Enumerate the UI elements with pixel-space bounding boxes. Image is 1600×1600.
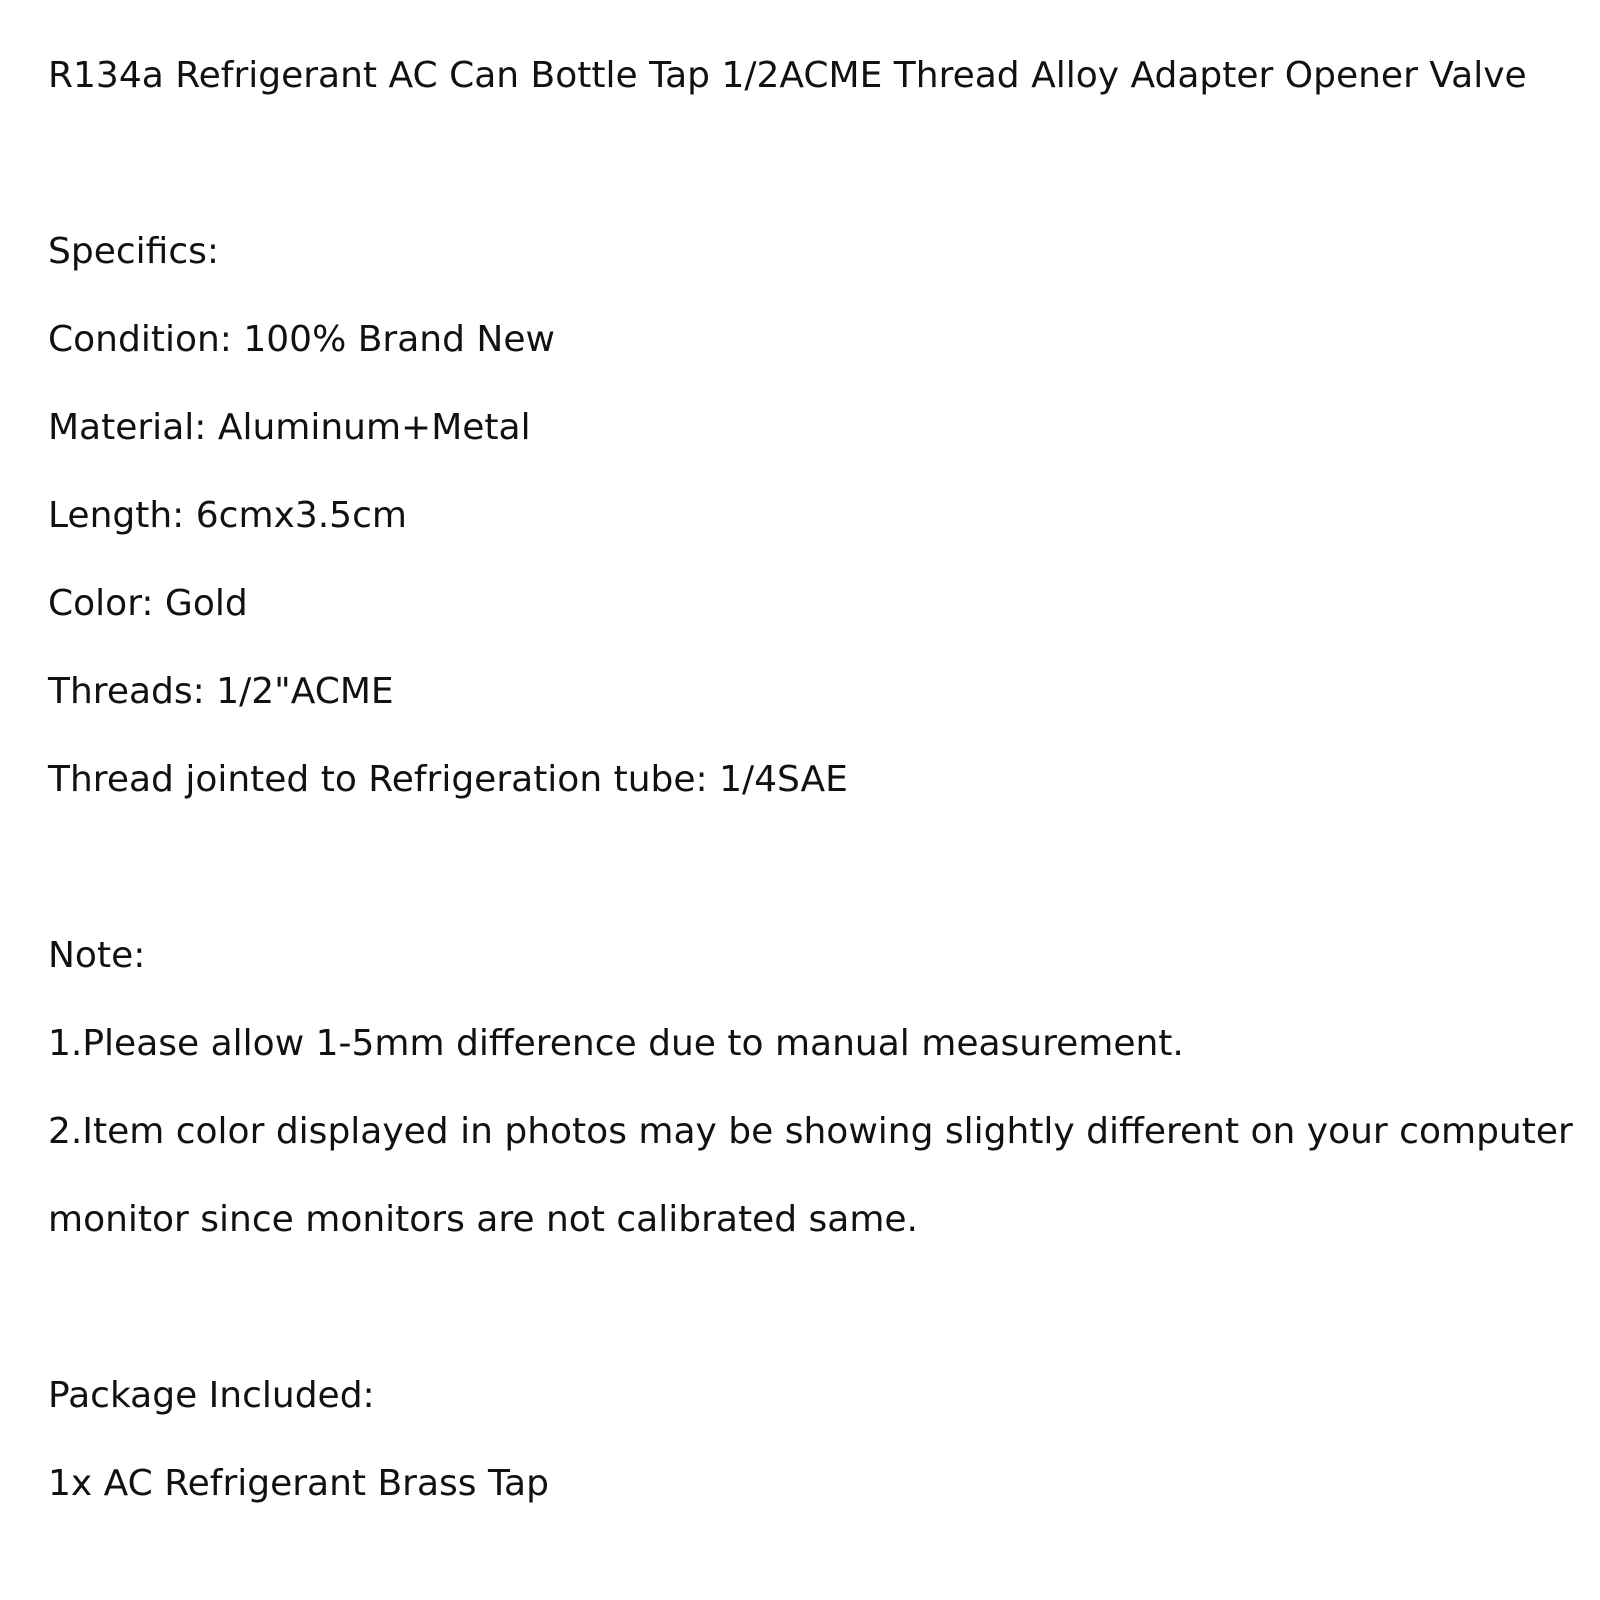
note-item-2-line-2: monitor since monitors are not calibrated same.	[48, 1199, 918, 1240]
note-item-1: 1.Please allow 1-5mm difference due to manual measurement.	[48, 1023, 1184, 1064]
spec-material: Material: Aluminum+Metal	[48, 407, 531, 448]
package-item-1: 1x AC Refrigerant Brass Tap	[48, 1463, 549, 1504]
product-title: R134a Refrigerant AC Can Bottle Tap 1/2ACME Thread Alloy Adapter Opener Valve	[48, 55, 1527, 96]
spec-color: Color: Gold	[48, 583, 248, 624]
specifics-heading: Specifics:	[48, 231, 219, 272]
spec-threads: Threads: 1/2"ACME	[48, 671, 394, 712]
spec-thread-jointed: Thread jointed to Refrigeration tube: 1/4SAE	[48, 759, 848, 800]
package-heading: Package Included:	[48, 1375, 375, 1416]
spec-condition: Condition: 100% Brand New	[48, 319, 555, 360]
note-item-2-line-1: 2.Item color displayed in photos may be showing slightly different on your computer	[48, 1111, 1573, 1152]
note-heading: Note:	[48, 935, 146, 976]
spec-length: Length: 6cmx3.5cm	[48, 495, 407, 536]
